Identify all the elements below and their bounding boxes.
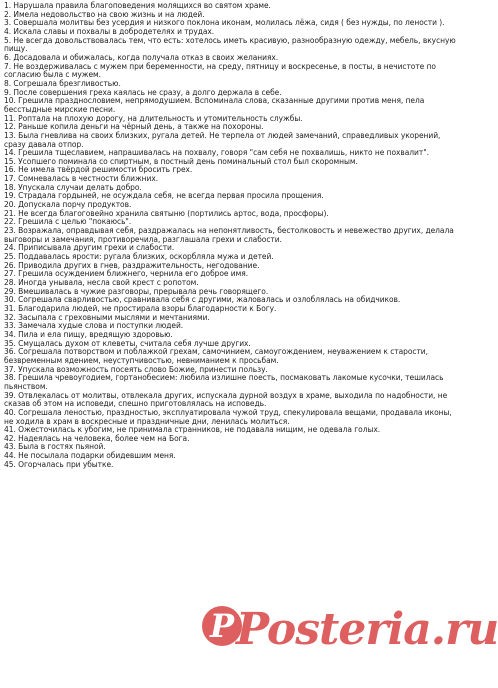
list-item: 29. Вмешивалась в чужие разговоры, прерывала речь говорящего. — [4, 286, 269, 296]
list-item: 41. Ожесточилась к убогим, не принимала странников, не подавала нищим, не одевала голых. — [4, 425, 381, 435]
list-item: 1. Нарушала правила благоповедения молящихся во святом храме. — [4, 1, 271, 10]
list-item: 10. Грешила празднословием, непрямодушием. Вспоминала слова, сказанные другими против меня, пела бесстыдные мирские песни. — [4, 96, 425, 114]
list-item: 34. Пила и ела пищу, вредящую здоровью. — [4, 329, 173, 339]
list-item: 16. Не имела твёрдой решимости бросить грех. — [4, 165, 193, 175]
list-item: 13. Была гневлива на своих близких, ругала детей. Не терпела от людей замечаний, справедливых укорений, сразу давала отпор. — [4, 130, 441, 149]
list-item: 5. Не всегда довольствовалась тем, что есть: хотелось иметь красивую, разнообразную одежду, мебель, вкусную пищу. — [4, 35, 456, 54]
list-item: 22. Грешила с целью "покаюсь". — [4, 217, 132, 227]
list-item: 27. Грешила осуждением ближнего, чернила его доброе имя. — [4, 269, 249, 279]
list-item: 44. Не посылала подарки обидевшим меня. — [4, 451, 176, 461]
list-item: 2. Имела недовольство на свою жизнь и на людей. — [4, 9, 205, 19]
list-item: 32. Засыпала с греховными мыслями и мечтаниями. — [4, 312, 210, 322]
list-item: 37. Упускала возможность посеять слово Божие, принести пользу. — [4, 364, 268, 374]
list-item: 25. Поддавалась ярости: ругала близких, оскорбляла мужа и детей. — [4, 252, 274, 262]
list-item: 3. Совершала молитвы без усердия и низкого поклона иконам, молилась лёжа, сидя ( без нужды, по лености ). — [4, 18, 445, 28]
list-item: 24. Приписывала другим грехи и слабости. — [4, 243, 175, 253]
list-item: 28. Иногда унывала, несла свой крест с ропотом. — [4, 278, 199, 287]
list-item: 20. Допускала порчу продуктов. — [4, 200, 132, 210]
list-item: 23. Возражала, оправдывая себя, раздражалась на непонятливость, бестолковость и невежество других, делала выговоры и замечания, противоречила, разглашала грехи и слабости. — [4, 226, 454, 244]
posteria-logo-icon: P — [202, 606, 242, 646]
list-item: 4. Искала славы и похвалы в добродетелях и трудах. — [4, 26, 215, 36]
watermark-text: Posteria.ru — [236, 604, 498, 655]
list-item: 8. Согрешала брезгливостью. — [4, 78, 121, 88]
list-item: 33. Замечала худые слова и поступки людей. — [4, 321, 184, 331]
list-item: 6. Досадовала и обижалась, когда получала отказ в своих желаниях. — [4, 52, 279, 62]
list-item: 19. Страдала гордыней, не осуждала себя, не всегда первая просила прощения. — [4, 191, 324, 201]
list-item: 14. Грешила тщеславием, напрашивалась на похвалу, говоря "сам себя не похвалишь, никто не похвалит". — [4, 148, 429, 158]
list-item: 36. Согрешала потворством и поблажкой грехам, самочинием, самоугождением, неуважением к старости, безвременным ядением, неуступчивостью, невниманием к просьбам. — [4, 347, 428, 365]
list-item: 21. Не всегда благоговейно хранила святыню (портились артос, вода, просфоры). — [4, 208, 329, 218]
list-item: 35. Смущалась духом от клеветы, считала себя лучше других. — [4, 338, 251, 348]
list-item: 42. Надеялась на человека, более чем на Бога. — [4, 433, 190, 443]
list-item: 12. Раньше копила деньги на чёрный день, а также на похороны. — [4, 122, 264, 132]
list-item: 11. Роптала на плохую дорогу, на длительность и утомительность службы. — [4, 113, 303, 123]
list-item: 17. Сомневалась в честности ближних. — [4, 174, 159, 184]
list-item: 7. Не воздерживалась с мужем при беременности, на среду, пятницу и воскресенье, в посты, в нечистоте по согласию была с мужем. — [4, 61, 436, 80]
list-item: 38. Грешила чревоугодием, гортанобесием: любила излишне поесть, посмаковать лакомые кусочки, тешилась пьянством. — [4, 373, 444, 391]
list-item: 26. Приводила других в гнев, раздражительность, негодование. — [4, 260, 260, 270]
list-item: 31. Благодарила людей, не простирала взоры благодарности к Богу. — [4, 303, 277, 313]
list-item: 15. Усопшего поминала со спиртным, в постный день поминальный стол был скоромным. — [4, 156, 358, 166]
list-item: 30. Согрешала сварливостью, сравнивала себя с другими, жаловалась и озлоблялась на обидчиков. — [4, 295, 401, 305]
list-item: 40. Согрешала леностью, праздностью, эксплуатировала чужой труд, спекулировала вещами, продавала иконы, не ходила в храм в воскресные и праздничные дни, ленилась молиться. — [4, 407, 452, 426]
list-item: 43. Была в гостях пьяной. — [4, 442, 106, 452]
sins-list — [0, 2, 456, 469]
list-item: 9. После совершения греха каялась не сразу, а долго держала в себе. — [4, 87, 282, 97]
list-item: 45. Огорчалась при убытке. — [4, 459, 114, 469]
list-item: 18. Упускала случаи делать добро. — [4, 182, 142, 192]
list-item: 39. Отвлекалась от молитвы, отвлекала других, испускала дурной воздух в храме, выходила по надобности, не сказав об этом на исповеди, спешно приготовлялась на исповедь. — [4, 390, 448, 409]
